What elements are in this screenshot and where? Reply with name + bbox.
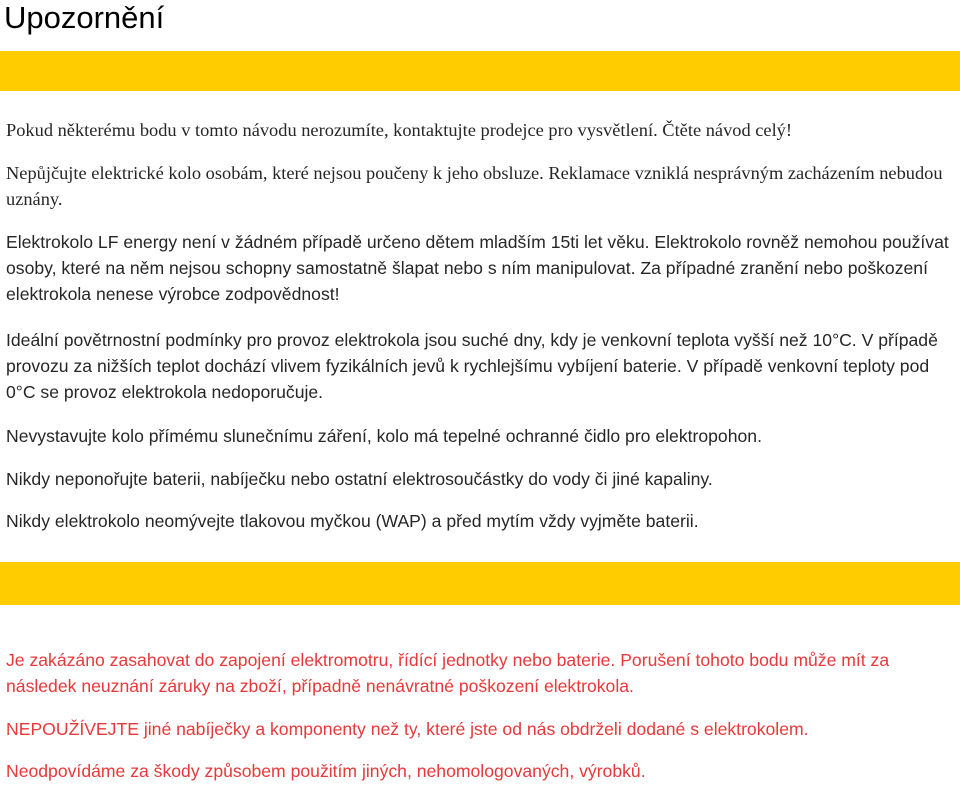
- warning-no-tampering: Je zakázáno zasahovat do zapojení elektromotru, řídící jednotky nebo baterie. Porušení tohoto bodu může mít za následek neuznání záruky na zboží, případně nenávratné poškození elektrokola.: [6, 650, 890, 696]
- bottom-accent-bar: [0, 562, 960, 605]
- page-title: Upozornění: [4, 0, 165, 35]
- top-accent-bar: [0, 51, 960, 91]
- notice-age-limit: Elektrokolo LF energy není v žádném případě určeno dětem mladším 15ti let věku. Elektrokolo rovněž nemohou používat osoby, které na něm nejsou schopny samostatně šlapat nebo s ním manipulovat. Za případné zranění nebo poškození elektrokola nenese výrobce zodpovědnost!: [6, 232, 949, 304]
- notice-read-manual: Pokud některému bodu v tomto návodu nerozumíte, kontaktujte prodejce pro vysvětlení. Čtěte návod celý!: [6, 120, 793, 140]
- notice-sunlight: Nevystavujte kolo přímému slunečnímu záření, kolo má tepelné ochranné čidlo pro elektropohon.: [6, 426, 762, 446]
- notice-no-submerge: Nikdy neponořujte baterii, nabíječku nebo ostatní elektrosoučástky do vody či jiné kapaliny.: [6, 469, 713, 489]
- notice-no-pressure-wash: Nikdy elektrokolo neomývejte tlakovou myčkou (WAP) a před mytím vždy vyjměte baterii.: [6, 511, 699, 531]
- notice-weather-conditions: Ideální povětrnostní podmínky pro provoz elektrokola jsou suché dny, kdy je venkovní teplota vyšší než 10°C. V případě provozu za nižších teplot dochází vlivem fyzikálních jevů k rychlejšímu vybíjení baterie. V případě venkovní teploty pod 0°C se provoz elektrokola nedoporučuje.: [6, 330, 938, 402]
- warning-liability: Neodpovídáme za škody způsobem použitím jiných, nehomologovaných, výrobků.: [6, 761, 646, 781]
- warning-original-chargers: NEPOUŽÍVEJTE jiné nabíječky a komponenty než ty, které jste od nás obdrželi dodané s elektrokolem.: [6, 719, 809, 739]
- notice-no-lending: Nepůjčujte elektrické kolo osobám, které nejsou poučeny k jeho obsluze. Reklamace vzniklá nesprávným zacházením nebudou uznány.: [6, 163, 943, 209]
